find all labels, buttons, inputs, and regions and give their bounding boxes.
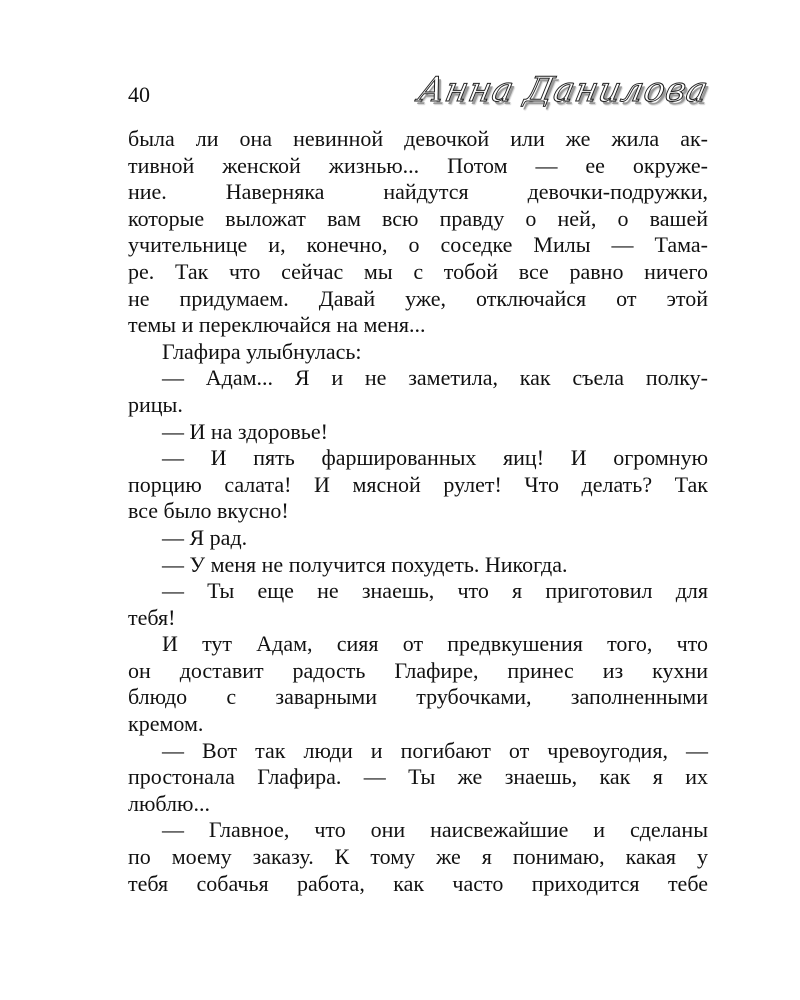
text-line: простонала Глафира. — Ты же знаешь, как я их	[128, 764, 708, 790]
text-line: он доставит радость Глафире, принес из кухни	[128, 657, 708, 683]
body-text	[128, 126, 708, 897]
running-head-author: Анна Данилова	[414, 70, 713, 110]
text-line: тивной женской жизнью... Потом — ее окруже-	[128, 152, 708, 178]
text-line: — Главное, что они наисвежайшие и сделаны	[162, 817, 708, 843]
page-number: 40	[128, 82, 150, 107]
text-line: тебя собачья работа, как часто приходится тебе	[128, 870, 708, 896]
text-line: ние. Наверняка найдутся девочки-подружки,	[128, 179, 708, 205]
text-line: — И пять фаршированных яиц! И огромную	[162, 445, 708, 471]
text-line: — Вот так люди и погибают от чревоугодия, —	[162, 737, 708, 763]
text-line: все было вкусно!	[128, 498, 289, 524]
text-line: ре. Так что сейчас мы с тобой все равно ничего	[128, 258, 708, 284]
text-line: — У меня не получится похудеть. Никогда.	[162, 551, 568, 577]
text-line: — Ты еще не знаешь, что я приготовил для	[162, 578, 708, 604]
text-line: — И на здоровье!	[162, 418, 328, 444]
text-line: — Адам... Я и не заметила, как съела полку-	[162, 365, 708, 391]
text-line: рицы.	[128, 391, 183, 417]
text-line: учительнице и, конечно, о соседке Милы — Тама-	[128, 232, 708, 258]
text-line: была ли она невинной девочкой или же жила ак-	[128, 126, 708, 151]
text-line: которые выложат вам всю правду о ней, о вашей	[128, 205, 708, 231]
text-line: не придумаем. Давай уже, отключайся от этой	[128, 285, 708, 311]
text-line: темы и переключайся на меня...	[128, 312, 426, 338]
text-line: люблю...	[128, 790, 210, 816]
text-line: блюдо с заварными трубочками, заполненными	[128, 684, 708, 710]
text-line: — Я рад.	[162, 524, 248, 550]
text-line: Глафира улыбнулась:	[162, 338, 362, 364]
text-line: по моему заказу. К тому же я понимаю, какая у	[128, 844, 708, 870]
text-line: кремом.	[128, 711, 204, 737]
text-line: И тут Адам, сияя от предвкушения того, что	[162, 631, 708, 657]
text-line: порцию салата! И мясной рулет! Что делать? Так	[128, 471, 708, 497]
text-line: тебя!	[128, 604, 176, 630]
